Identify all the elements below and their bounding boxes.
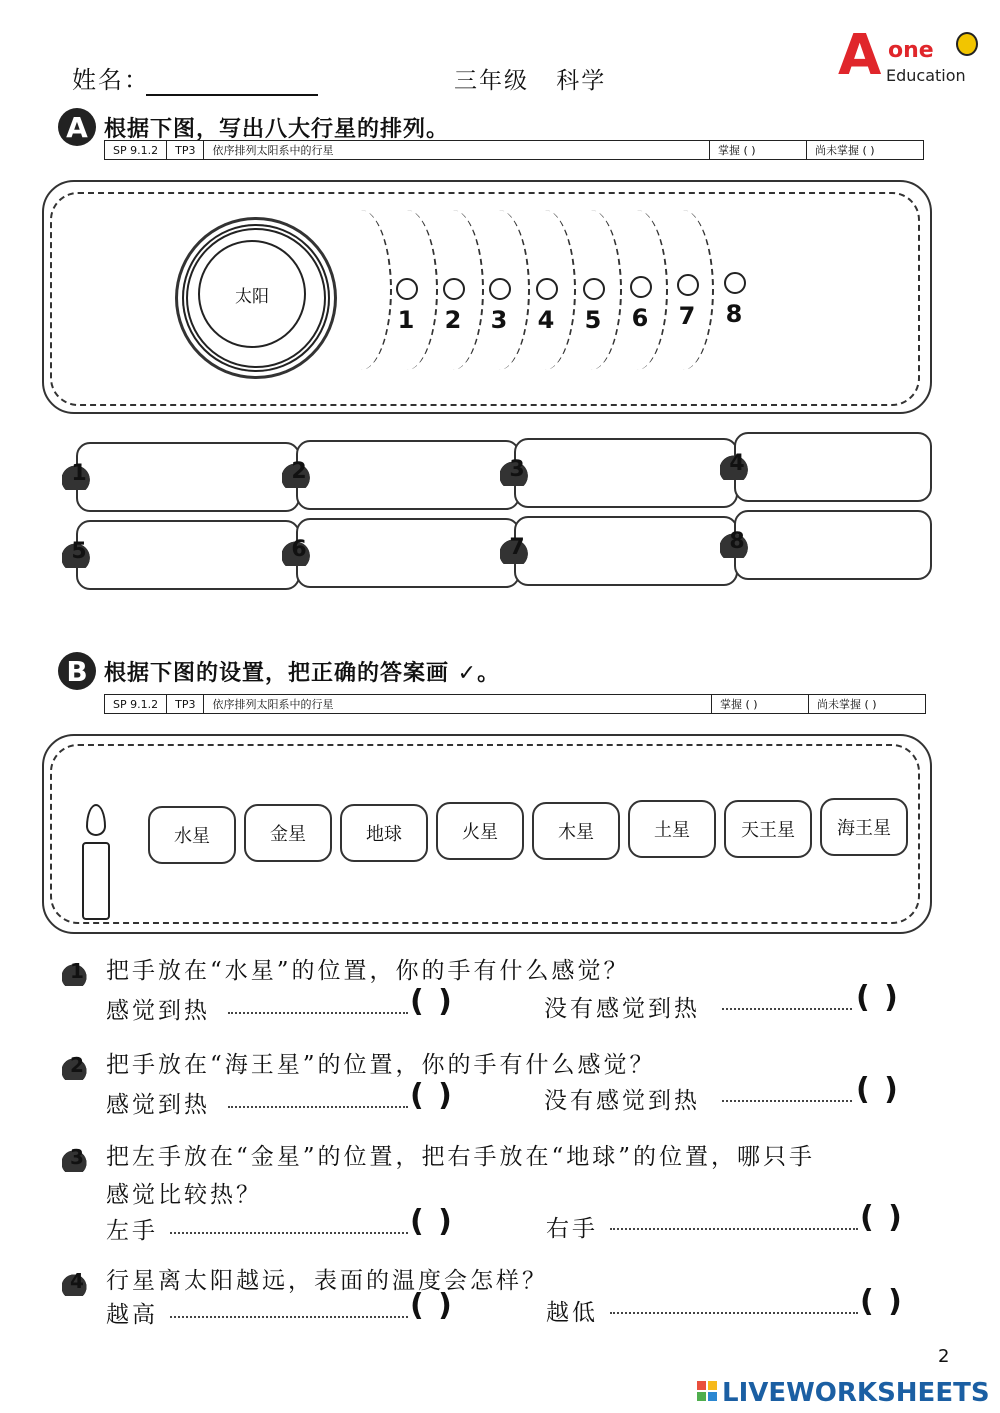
- planet-2-number: 2: [444, 306, 462, 334]
- question-2-option-2: 没有感觉到热: [544, 1088, 700, 1114]
- planet-3-number: 3: [490, 306, 508, 334]
- dotted-leader: [170, 1232, 408, 1234]
- planet-6-dot: [630, 276, 652, 298]
- planet-card-jupiter: 木星: [532, 802, 620, 860]
- planet-4-number: 4: [537, 306, 555, 334]
- question-4-text: 行星离太阳越远，表面的温度会怎样？: [106, 1268, 548, 1294]
- liveworksheets-logo-icon: [697, 1381, 717, 1401]
- name-label: 姓名：: [72, 66, 150, 94]
- answer-box-3[interactable]: [514, 438, 738, 508]
- planet-5-number: 5: [584, 306, 602, 334]
- question-1-checkbox-2[interactable]: ( ): [856, 980, 900, 1015]
- dotted-leader: [228, 1012, 408, 1014]
- liveworksheets-brand: LIVEWORKSHEETS: [722, 1378, 990, 1408]
- planet-8-dot: [724, 272, 746, 294]
- question-1-number: 1: [62, 956, 92, 986]
- planet-card-earth: 地球: [340, 804, 428, 862]
- section-b-title: 根据下图的设置，把正确的答案画 ✓。: [104, 661, 501, 686]
- answer-number-4: 4: [720, 446, 754, 480]
- sun-label: 太阳: [198, 240, 306, 348]
- answer-number-2: 2: [282, 454, 316, 488]
- planet-2-dot: [443, 278, 465, 300]
- section-a-badge: A: [58, 108, 96, 146]
- planet-6-number: 6: [631, 304, 649, 332]
- planet-card-mars: 火星: [436, 802, 524, 860]
- bee-icon: [956, 32, 978, 56]
- planet-card-venus: 金星: [244, 804, 332, 862]
- section-b-badge: B: [58, 652, 96, 690]
- answer-box-1[interactable]: [76, 442, 300, 512]
- question-3-checkbox-2[interactable]: ( ): [860, 1200, 904, 1235]
- question-3-number: 3: [62, 1142, 92, 1172]
- name-input-line[interactable]: [146, 94, 318, 96]
- question-2-number: 2: [62, 1050, 92, 1080]
- grade-subject: 三年级 科学: [454, 68, 607, 94]
- question-4-number: 4: [62, 1266, 92, 1296]
- planet-card-saturn: 土星: [628, 800, 716, 858]
- a-one-education-logo: A one Education: [838, 26, 983, 88]
- candle-icon: [82, 842, 110, 920]
- planet-1-number: 1: [397, 306, 415, 334]
- answer-box-2[interactable]: [296, 440, 520, 510]
- question-2-option-1: 感觉到热: [106, 1092, 210, 1118]
- planet-card-neptune: 海王星: [820, 798, 908, 856]
- question-1-text: 把手放在“水星”的位置，你的手有什么感觉？: [106, 958, 630, 984]
- answer-number-1: 1: [62, 456, 96, 490]
- question-2-checkbox-2[interactable]: ( ): [856, 1072, 900, 1107]
- planet-5-dot: [583, 278, 605, 300]
- planet-1-dot: [396, 278, 418, 300]
- section-a-code-bar: SP 9.1.2 TP3 依序排列太阳系中的行星 掌握 ( ) 尚未掌握 ( ): [104, 140, 924, 160]
- answer-box-5[interactable]: [76, 520, 300, 590]
- question-1-checkbox-1[interactable]: ( ): [410, 984, 454, 1019]
- answer-box-4[interactable]: [734, 432, 932, 502]
- answer-number-6: 6: [282, 532, 316, 566]
- dotted-leader: [610, 1312, 858, 1314]
- question-3-option-2: 右手: [546, 1216, 598, 1242]
- question-2-checkbox-1[interactable]: ( ): [410, 1078, 454, 1113]
- dotted-leader: [170, 1316, 408, 1318]
- dotted-leader: [610, 1228, 858, 1230]
- dotted-leader: [722, 1008, 852, 1010]
- question-4-checkbox-2[interactable]: ( ): [860, 1284, 904, 1319]
- dotted-leader: [228, 1106, 408, 1108]
- answer-box-6[interactable]: [296, 518, 520, 588]
- dotted-leader: [722, 1100, 852, 1102]
- planet-8-number: 8: [725, 300, 743, 328]
- section-b-code-bar: SP 9.1.2 TP3 依序排列太阳系中的行星 掌握 ( ) 尚未掌握 ( ): [104, 694, 926, 714]
- question-3-option-1: 左手: [106, 1218, 158, 1244]
- planet-card-mercury: 水星: [148, 806, 236, 864]
- answer-box-7[interactable]: [514, 516, 738, 586]
- question-3-text: 把左手放在“金星”的位置，把右手放在“地球”的位置，哪只手: [106, 1144, 816, 1170]
- planet-7-dot: [677, 274, 699, 296]
- question-1-option-2: 没有感觉到热: [544, 996, 700, 1022]
- question-4-checkbox-1[interactable]: ( ): [410, 1288, 454, 1323]
- page-number: 2: [938, 1346, 950, 1367]
- planet-3-dot: [489, 278, 511, 300]
- answer-number-3: 3: [500, 452, 534, 486]
- question-3-checkbox-1[interactable]: ( ): [410, 1204, 454, 1239]
- question-2-text: 把手放在“海王星”的位置，你的手有什么感觉？: [106, 1052, 656, 1078]
- planet-7-number: 7: [678, 302, 696, 330]
- planet-card-uranus: 天王星: [724, 800, 812, 858]
- question-4-option-2: 越低: [546, 1300, 598, 1326]
- answer-number-7: 7: [500, 530, 534, 564]
- answer-number-5: 5: [62, 534, 96, 568]
- question-1-option-1: 感觉到热: [106, 998, 210, 1024]
- section-a-title: 根据下图，写出八大行星的排列。: [104, 117, 450, 142]
- planet-4-dot: [536, 278, 558, 300]
- answer-number-8: 8: [720, 524, 754, 558]
- question-4-option-1: 越高: [106, 1302, 158, 1328]
- question-3-text-line-2: 感觉比较热？: [106, 1182, 262, 1208]
- answer-box-8[interactable]: [734, 510, 932, 580]
